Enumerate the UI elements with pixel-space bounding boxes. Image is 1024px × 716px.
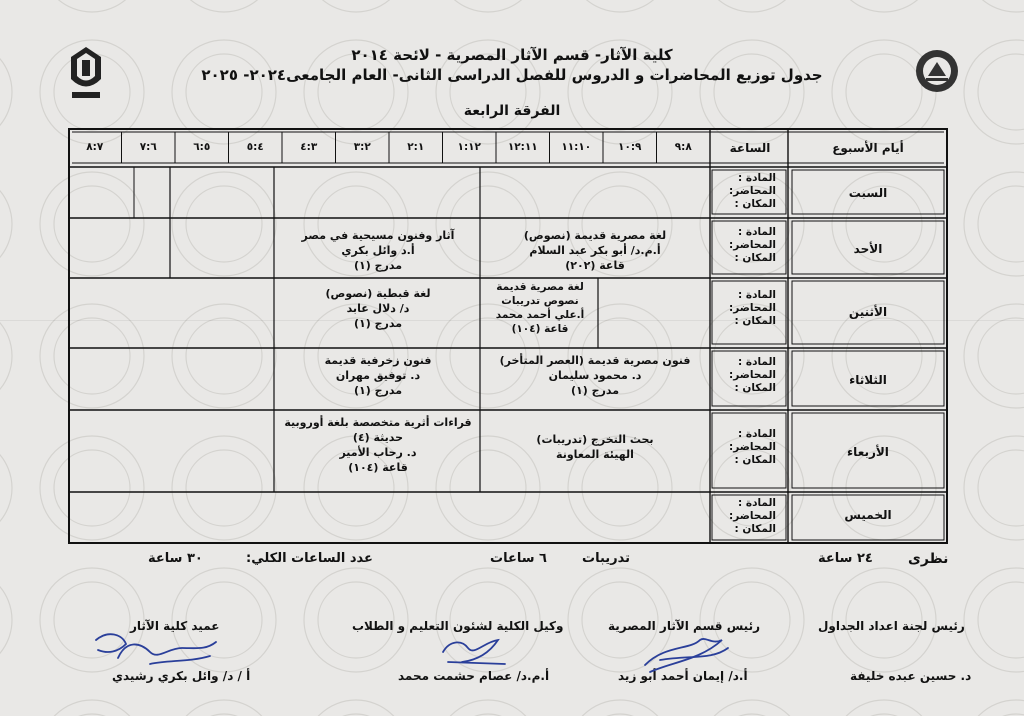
session-tuesday-late-period-art: فنون مصرية قديمة (العصر المتأخر) د. محمود سليمان مدرج (١) [499,354,691,397]
day-thursday: الخميس [844,508,892,522]
time-slot-3: ١١:١٠ [561,141,592,153]
row-label-lecturer: المحاضر: [729,239,776,251]
time-slot-10: ٦:٥ [193,141,211,153]
sig-department-head-title: رئيس قسم الآثار المصرية [608,619,760,633]
row-label-place: المكان : [734,382,776,394]
row-label-lecturer: المحاضر: [729,302,776,314]
day-tuesday: الثلاثاء [849,373,887,387]
document-title: كلية الآثار- قسم الآثار المصرية - لائحة ٢٠١٤ [351,46,673,64]
row-label-lecturer: المحاضر: [729,185,776,197]
time-slot-8: ٤:٣ [300,141,318,153]
row-label-subject: المادة : [738,172,776,184]
session-monday-egyptian-training: لغة مصرية قديمة نصوص تدريبات أ.علي أحمد محمد قاعة (١٠٤) [495,281,585,335]
sig-vice-dean-title: وكيل الكلية لشئون التعليم و الطلاب [352,619,564,633]
row-label-lecturer: المحاضر: [729,369,776,381]
row-label-place: المكان : [734,252,776,264]
time-slot-12: ٨:٧ [86,141,104,153]
sig-schedule-committee-title: رئيس لجنة اعداد الجداول [818,619,965,633]
header-hour: الساعة [729,141,771,155]
paper-fold-line [0,320,1024,321]
time-slot-1: ٩:٨ [674,141,692,153]
time-slot-2: ١٠:٩ [618,141,642,153]
row-label-subject: المادة : [738,356,776,368]
day-wednesday: الأربعاء [847,445,889,459]
header-days: أيام الأسبوع [832,141,904,155]
total-hours-value: ٣٠ ساعة [148,551,203,566]
session-wednesday-european-readings: قراءات أثرية متخصصة بلغة أوروبية حديثة (٤) د. رحاب الأمير قاعة (١٠٤) [284,416,472,474]
sig-vice-dean-name: أ.م.د/ عصام حشمت محمد [398,669,550,683]
time-slot-4: ١٢:١١ [507,141,538,153]
row-label-place: المكان : [734,315,776,327]
training-hours-value: ٦ ساعات [490,551,547,566]
schedule-subtitle: جدول توزيع المحاضرات و الدروس للفصل الدراسى الثانى- العام الجامعى٢٠٢٤- ٢٠٢٥ [201,66,823,84]
time-slot-7: ٣:٢ [353,141,371,153]
sig-schedule-committee-name: د. حسين عبده خليفة [850,669,972,683]
day-monday: الأثنين [848,305,888,319]
time-slot-5: ١:١٢ [457,141,481,153]
total-hours-label: عدد الساعات الكلي: [246,551,373,566]
sig-dean-title: عميد كلية الآثار [130,619,220,633]
session-tuesday-decorative-arts: فنون زخرفية قديمة د. توفيق مهران مدرج (١) [324,354,432,397]
row-label-subject: المادة : [738,289,776,301]
row-label-lecturer: المحاضر: [729,510,776,522]
theory-hours-label: نظرى [908,551,949,567]
grade-level: الفرقة الرابعة [463,103,561,119]
theory-hours-value: ٢٤ ساعة [818,551,873,566]
session-monday-coptic-texts: لغة قبطية (نصوص) د/ دلال عابد مدرج (١) [325,287,431,330]
day-sunday: الأحد [853,242,883,256]
sig-dean-name: أ / د/ وائل بكري رشيدي [112,669,251,683]
row-label-subject: المادة : [738,428,776,440]
session-wednesday-graduation-research: بحث التخرج (تدريبات) الهيئة المعاونة [536,433,654,461]
sig-department-head-name: أ.د/ إيمان أحمد أبو زيد [618,669,748,683]
session-sunday-egyptian-texts: لغة مصرية قديمة (نصوص) أ.م.د/ أبو بكر عبد السلام قاعة (٢٠٢) [523,229,667,272]
row-label-subject: المادة : [738,497,776,509]
row-label-place: المكان : [734,198,776,210]
row-label-place: المكان : [734,523,776,535]
row-label-lecturer: المحاضر: [729,441,776,453]
time-slot-9: ٥:٤ [246,141,264,153]
day-saturday: السبت [848,186,888,200]
row-label-place: المكان : [734,454,776,466]
time-slot-11: ٧:٦ [139,141,157,153]
row-label-subject: المادة : [738,226,776,238]
session-sunday-christian-art: آثار وفنون مسيحية في مصر أ.د وائل بكري مدرج (١) [301,229,455,272]
training-hours-label: تدريبات [582,551,631,566]
time-slot-6: ٢:١ [407,141,425,153]
